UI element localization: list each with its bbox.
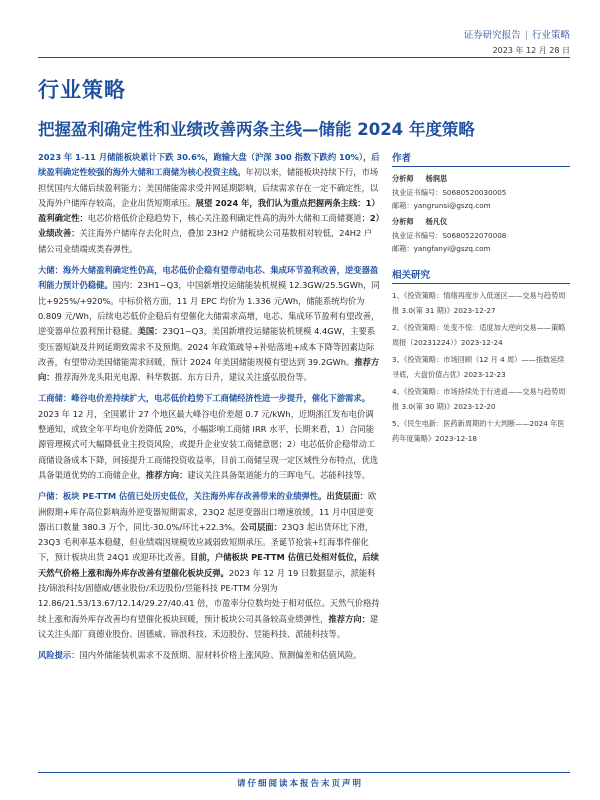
footer-divider [38,772,570,773]
report-section: 行业策略 [531,30,570,41]
related-research-title: 相关研究 [392,267,570,284]
sidebar [392,150,570,449]
summary-bold-2: 2）业绩改善： [38,213,380,239]
related-research-item[interactable]: 5、《民生电新：医药新周期的十大判断——2024 年医药年度策略》2023-12-18 [392,419,565,443]
analyst-name: 杨润思 [425,174,448,183]
summary-body-3: 关注海外户储库存去化时点，叠加 23H2 户储板块公司基数相对较低，24H2 户储公司业绩端或类春弹性。 [38,228,373,254]
household-storage-bold-4: 推荐方向： [328,613,370,624]
doc-type-title: 行业策略 [38,78,126,102]
analyst-name: 杨凡仪 [425,217,448,226]
related-research-item[interactable]: 3、《投资策略：市场回顾（12 月 4 周）——指数延续寻底，大盘价值占优》2023-12-23 [392,355,565,379]
footer-disclaimer: 请仔细阅读本报告末页声明 [236,779,363,789]
risk-body: 国内外储能装机需求不及预期、原材料价格上涨风险、预测偏差和估值风险。 [79,650,362,661]
household-storage-lead: 户储：板块 PE-TTM 估值已处历史低位，关注海外库存改善带来的业绩弹性。 [38,491,327,502]
related-research-item[interactable]: 4、《投资策略：市场持续处于行进道——交易与趋势周报 3.0(第 30 期)》2023-12-20 [392,387,566,411]
analyst-email[interactable]: yangfanyi@gszq.com [413,244,491,253]
household-storage-body-4: 建议关注头部厂商德业股份、固德威、锦浪科技、禾迈股份、昱能科技、派能科技等。 [38,613,379,639]
summary-body: 年初以来，储能板块持续下行，市场担忧国内大储后续盈利能力；美国储能需求受并网延期影响，后续需求存在一定不确定性，以及海外户储库存较高，企业出货短期承压。 [38,167,379,208]
cert-number: S0680520030005 [442,188,507,197]
household-storage-bold-1: 出货层面： [326,491,368,502]
related-research-item[interactable]: 1、《投资策略：情绪再度步入低迷区——交易与趋势周报 3.0(第 31 期)》2023-12-27 [392,291,566,315]
analyst-email[interactable]: yangrunsi@gszq.com [413,201,491,210]
paragraph-large-storage [38,263,380,385]
cert-label: 执业证书编号： [392,231,443,240]
analyst-role: 分析师 [392,217,414,226]
summary-bold-1: 展望 2024 年，我们认为重点把握两条主线：1）盈利确定性： [38,197,380,224]
large-storage-body-2: 23Q1~Q3，美国新增投运储能装机规模 4.4GW，主要系变压器短缺及并网延期致需求不及预期。2024 年政策疏导+补贴落地+成本下降等因素边际改善，有望带动美国储能需求回暖，预计 2024 年美国储能规模有望达到 39.2GWh。 [38,326,376,367]
authors-title: 作者 [392,150,570,167]
household-storage-bold-2: 公司层面： [240,521,282,532]
large-storage-body: 国内：23H1~Q3，中国新增投运储能装机规模 12.3GW/25.5GWh，同比+925%/+920%。中标价格方面，11 月 EPC 均价为 1.336 元/Wh，储能系统均价为 0.809 元/Wh，后续电芯低价企稳后有望催化大储需求高增，电芯、集成环节盈利有望改善，逆变器单位盈利预计稳健。 [38,280,380,337]
report-category: 证券研究报告 [463,30,521,41]
large-storage-lead: 大储：海外大储盈利确定性仍高，电芯低价企稳有望带动电芯、集成环节盈利改善，逆变器盈利能力预计仍稳健。 [38,265,379,291]
headline: 把握盈利确定性和业绩改善两条主线—储能 2024 年度策略 [38,120,475,139]
paragraph-risk [38,648,380,663]
household-storage-body-3: 2023 年 12 月 19 日数据显示，派能科技/锦浪科技/固德威/德业股份/禾迈股份/昱能科技 PE-TTM 分别为 12.86/21.53/13.67/12.14/29.27/40.41 倍，市盈率分位数均处于相对低位。天然气价格持续上涨和海外库存改善均有望催化板块回暖，预计板块公司具备较高业绩弹性， [38,567,380,624]
household-storage-bold-3: 目前，户储板块 PE-TTM 估值已处相对低位，后续天然气价格上涨和海外库存改善有望催化板块反弹。 [38,552,379,578]
cert-label: 执业证书编号： [392,188,443,197]
analyst-card [392,215,570,255]
summary-lead: 2023 年 1-11 月储能板块累计下跌 30.6%，跑输大盘（沪深 300 指数下跌约 10%），后续盈利确定性较强的海外大储和工商储为核心投资主线。 [38,152,380,178]
large-storage-bold-2: 推荐方向： [38,356,380,383]
paragraph-summary [38,150,380,257]
commercial-storage-body-2: 建议关注具备渠道能力的三晖电气、芯能科技等。 [187,469,370,480]
main-content [38,150,380,670]
analyst-role: 分析师 [392,174,414,183]
email-label: 邮箱： [392,201,414,210]
large-storage-body-3: 推荐海外龙头阳光电源、科华数据、东方日升，建议关注盛弘股份等。 [54,372,312,383]
header-divider [38,57,570,58]
analyst-card [392,172,570,212]
related-research-item[interactable]: 2、《投资策略：处变不惊：适度加大逆向交易——策略周报（20231224）》2023-12-24 [392,323,566,347]
paragraph-household-storage [38,489,380,642]
paragraph-commercial-storage [38,391,380,483]
email-label: 邮箱： [392,244,414,253]
commercial-storage-body: 2023 年 12 月，全国累计 27 个地区最大峰谷电价差超 0.7 元/kWh，近期浙江发布电价调整通知，或致全年平均电价差降低 20%，小幅影响工商储 IRR 水平，长期来看，1）合同能源管理模式可大幅降低业主投资风险，或提升企业安装工商储意愿；2）电芯低价企稳带动工商储设备成本下降，间接提升工商储投资收益率，目前工商储呈现一定区域性分布特点，优选具备渠道优势的工商储企业， [38,408,379,480]
commercial-storage-lead: 工商储：峰谷电价差持续扩大，电芯低价趋势下工商储经济性进一步提升，催化下游需求。 [38,393,370,404]
cert-number: S0680522070008 [442,231,507,240]
household-storage-body-2: 23Q3 起出货环比下滑，23Q3 毛利率基本稳健，但业绩端因规模效应减弱致短期承压。圣诞节抢装+红海事件催化下，预计板块出货 24Q1 或迎环比改善。 [38,521,374,563]
large-storage-bold-1: 美国： [137,326,163,337]
household-storage-body: 欧洲假期+库存高位影响海外逆变器短期需求，23Q2 起逆变器出口增速放缓，11 月中国逆变器出口数量 380.3 万个，同比-30.0%/环比+22.3%。 [38,491,377,532]
report-date: 2023 年 12 月 28 日 [492,46,570,55]
risk-lead: 风险提示： [38,650,80,661]
summary-body-2: 电芯价格低价企稳趋势下，核心关注盈利确定性高的海外大储和工商储赛道； [87,213,370,224]
commercial-storage-bold-1: 推荐方向： [145,469,188,480]
report-header: 证券研究报告 | 行业策略 [463,30,570,41]
